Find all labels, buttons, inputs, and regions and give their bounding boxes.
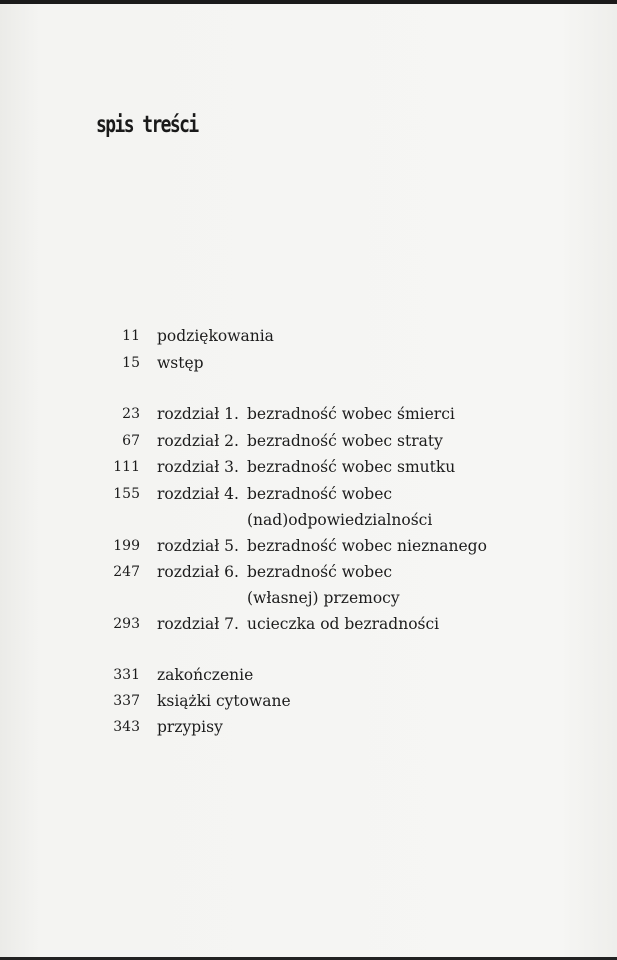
toc-chapter-label: rozdział 2.: [157, 432, 239, 450]
toc-page-number: 199: [113, 538, 140, 554]
toc-page-number: 111: [113, 459, 140, 475]
page-title: spis treści: [96, 112, 198, 138]
toc-page-number: 293: [113, 616, 140, 632]
toc-chapter-title: bezradność wobec straty: [247, 432, 443, 450]
toc-chapter-label: rozdział 6.: [157, 563, 239, 581]
toc-page-number: 247: [113, 564, 140, 580]
toc-entry-label: zakończenie: [157, 666, 254, 684]
toc-page-number: 337: [113, 693, 140, 709]
toc-page-number: 331: [113, 667, 140, 683]
toc-page-number: 15: [122, 355, 140, 371]
page-top-edge: [0, 0, 617, 4]
toc-chapter-title: bezradność wobec nieznanego: [247, 537, 487, 555]
toc-chapter-label: rozdział 3.: [157, 458, 239, 476]
toc-page-number: 67: [122, 433, 140, 449]
toc-chapter-title: bezradność wobec śmierci: [247, 405, 455, 423]
toc-chapter-title-continued: (własnej) przemocy: [247, 589, 400, 607]
toc-chapter-title: bezradność wobec: [247, 563, 393, 581]
toc-entry-label: książki cytowane: [157, 692, 291, 710]
toc-chapter-label: rozdział 7.: [157, 615, 239, 633]
toc-chapter-title: ucieczka od bezradności: [247, 615, 440, 633]
toc-page-number: 23: [122, 406, 140, 422]
toc-page-number: 155: [113, 486, 140, 502]
toc-chapter-title: bezradność wobec smutku: [247, 458, 456, 476]
toc-chapter-label: rozdział 1.: [157, 405, 239, 423]
toc-entry-label: wstęp: [157, 354, 204, 372]
toc-page-number: 11: [122, 328, 140, 344]
toc-chapter-title: bezradność wobec: [247, 485, 393, 503]
toc-chapter-title-continued: (nad)odpowiedzialności: [247, 511, 433, 529]
toc-entry-label: przypisy: [157, 718, 223, 736]
toc-page-number: 343: [113, 719, 140, 735]
toc-entry-label: podziękowania: [157, 327, 274, 345]
toc-chapter-label: rozdział 5.: [157, 537, 239, 555]
toc-chapter-label: rozdział 4.: [157, 485, 239, 503]
